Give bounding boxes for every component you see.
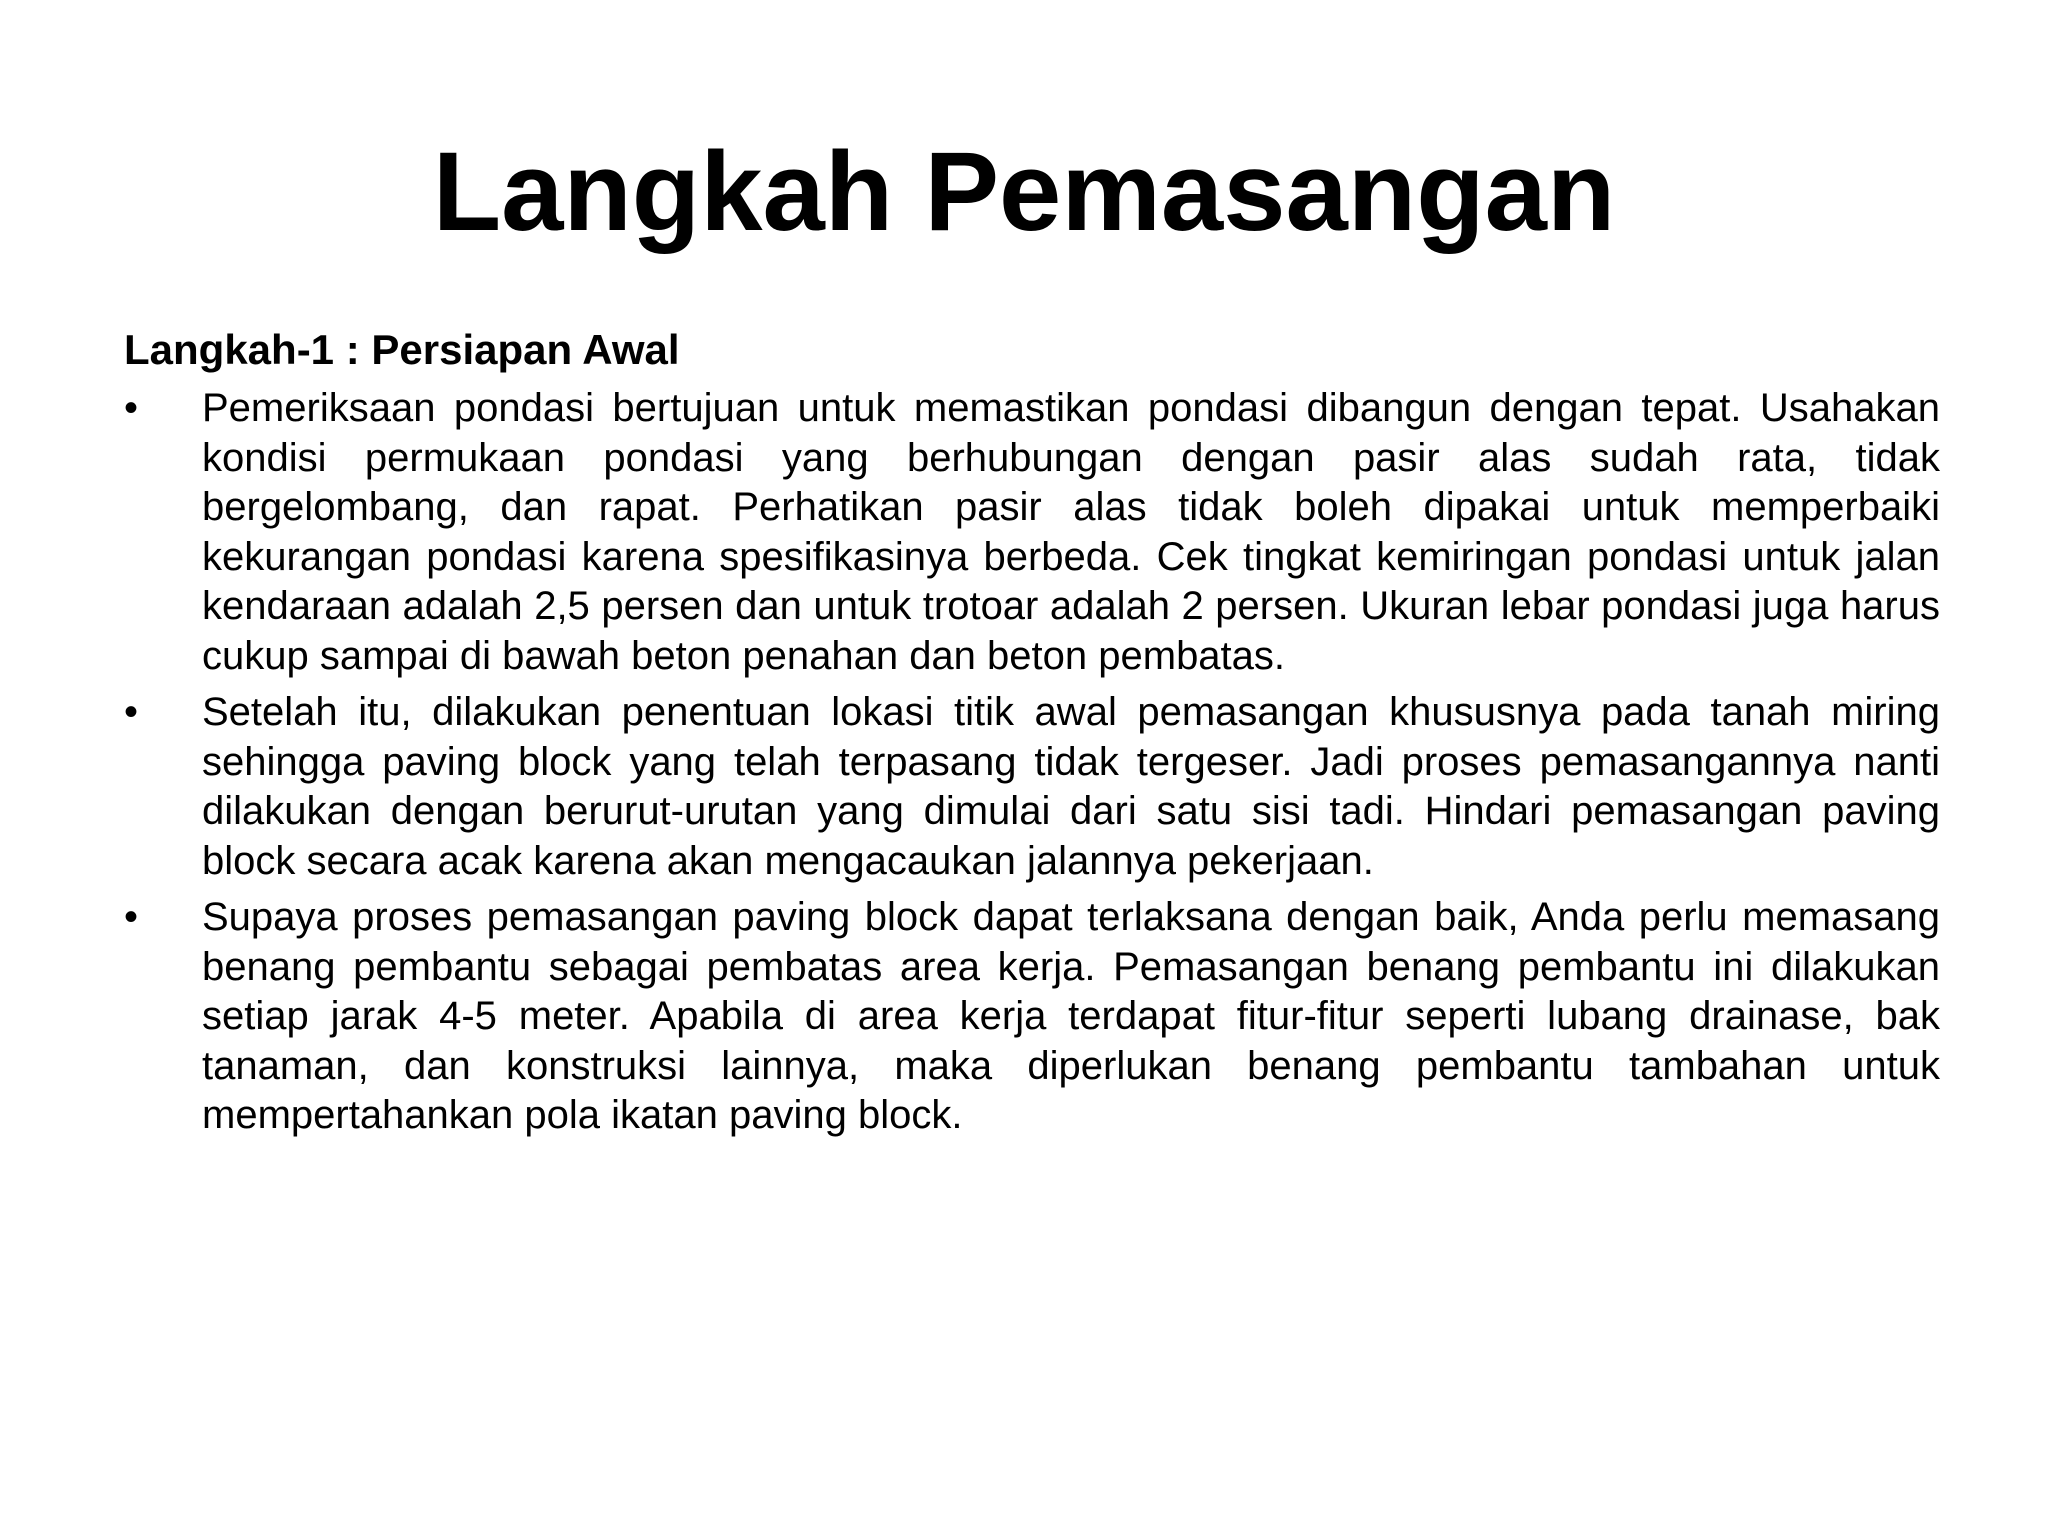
slide-content	[124, 322, 1940, 1148]
bullet-text: Setelah itu, dilakukan penentuan lokasi titik awal pemasangan khususnya pada tanah miring sehingga paving block yang telah terpasang tidak tergeser. Jadi proses pemasangannya nanti dilakukan dengan berurut-urutan yang dimulai dari satu sisi tadi. Hindari pemasangan paving block secara acak karena akan mengacaukan jalannya pekerjaan.	[202, 690, 1940, 883]
bullet-dot-icon: •	[124, 386, 139, 430]
bullet-dot-icon: •	[124, 895, 139, 939]
step-heading: Langkah-1 : Persiapan Awal	[124, 326, 680, 373]
bullet-list	[124, 384, 1940, 1141]
bullet-item-1	[124, 384, 1940, 681]
slide-title: Langkah Pemasangan	[432, 129, 1616, 254]
bullet-dot-icon: •	[124, 690, 139, 734]
bullet-text: Supaya proses pemasangan paving block dapat terlaksana dengan baik, Anda perlu memasang benang pembantu sebagai pembatas area kerja. Pemasangan benang pembantu ini dilakukan setiap jarak 4-5 meter. Apabila di area kerja terdapat fitur-fitur seperti lubang drainase, bak tanaman, dan konstruksi lainnya, maka diperlukan benang pembantu tambahan untuk mempertahankan pola ikatan paving block.	[202, 895, 1940, 1137]
bullet-item-2	[124, 688, 1940, 886]
bullet-text: Pemeriksaan pondasi bertujuan untuk memastikan pondasi dibangun dengan tepat. Usahakan kondisi permukaan pondasi yang berhubungan dengan pasir alas sudah rata, tidak bergelombang, dan rapat. Perhatikan pasir alas tidak boleh dipakai untuk memperbaiki kekurangan pondasi karena spesifikasinya berbeda. Cek tingkat kemiringan pondasi untuk jalan kendaraan adalah 2,5 persen dan untuk trotoar adalah 2 persen. Ukuran lebar pondasi juga harus cukup sampai di bawah beton penahan dan beton pembatas.	[202, 386, 1940, 678]
bullet-item-3	[124, 893, 1940, 1141]
